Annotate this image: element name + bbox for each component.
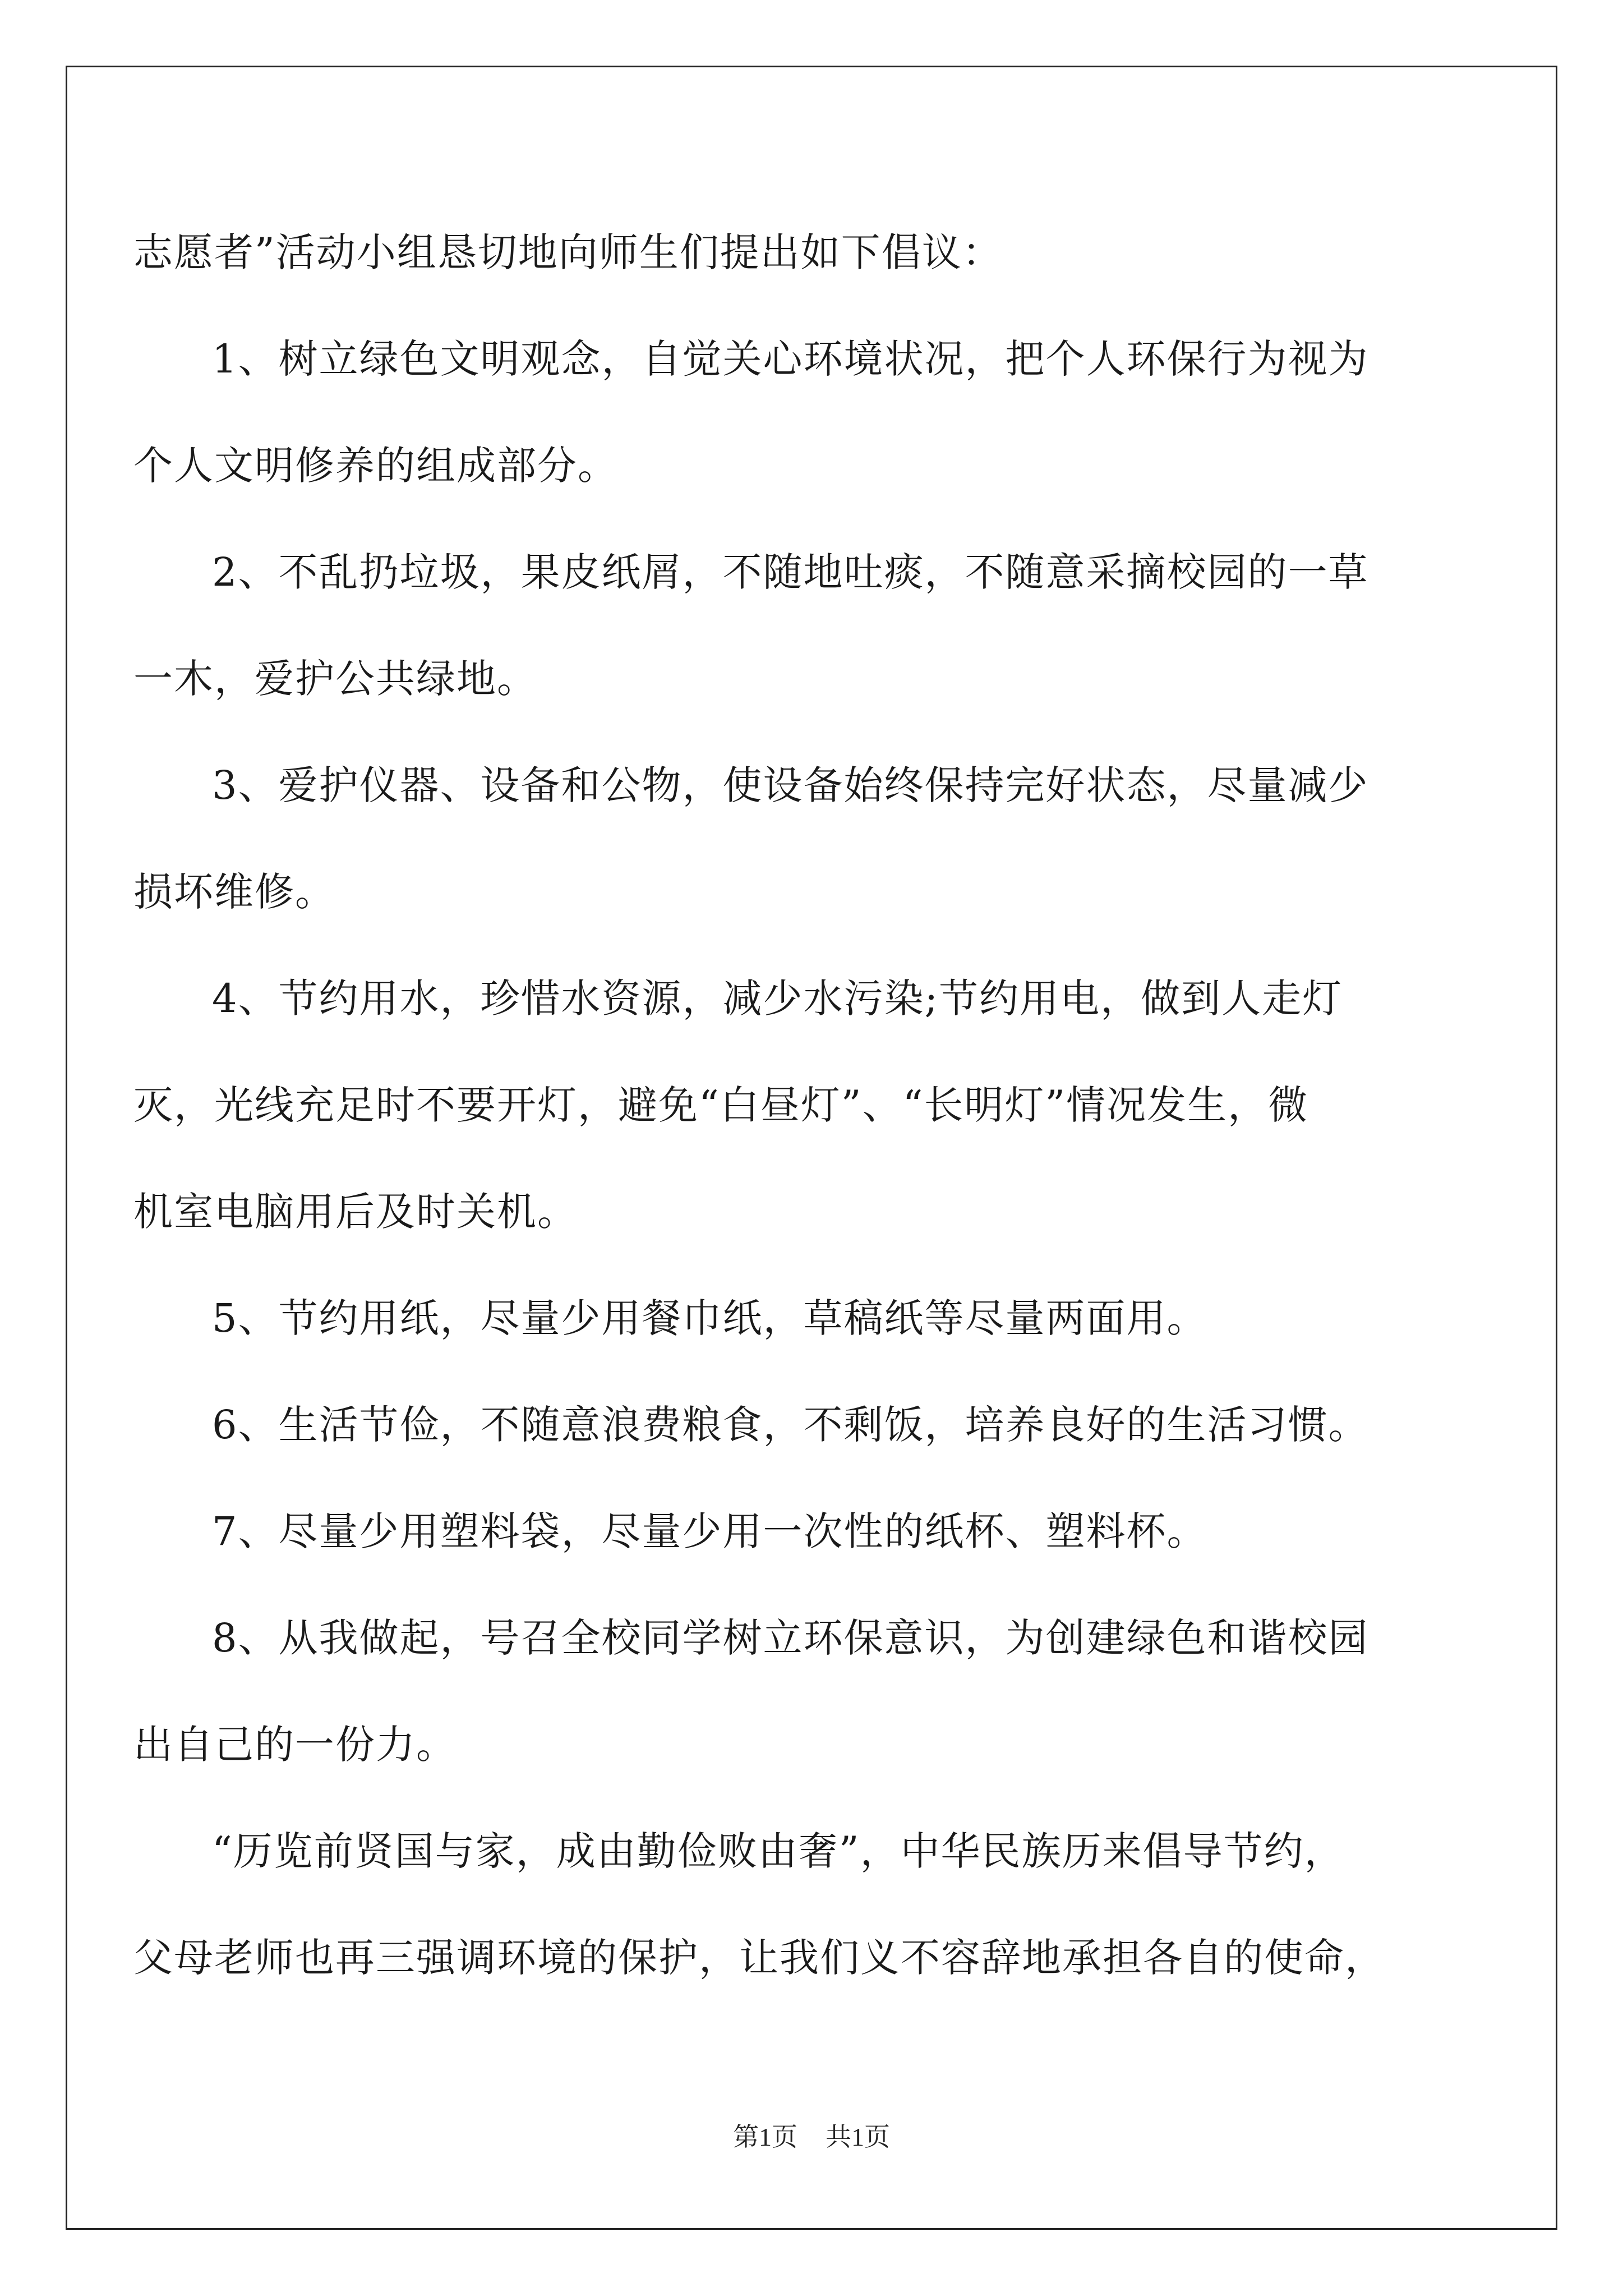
body-line: 灭，光线充足时不要开灯，避免“白昼灯”、“长明灯”情况发生，微 bbox=[133, 1082, 1309, 1128]
page-border bbox=[66, 66, 1557, 2230]
body-line: 6、生活节俭，不随意浪费粮食，不剩饭，培养良好的生活习惯。 bbox=[212, 1402, 1369, 1448]
body-line: 一木，爱护公共绿地。 bbox=[133, 656, 537, 702]
page-number: 第1页 bbox=[733, 2123, 797, 2151]
body-line: 志愿者”活动小组恳切地向师生们提出如下倡议： bbox=[133, 229, 1003, 275]
body-line: 5、节约用纸，尽量少用餐巾纸，草稿纸等尽量两面用。 bbox=[212, 1295, 1207, 1341]
body-line: 个人文明修养的组成部分。 bbox=[133, 443, 618, 489]
body-line: “历览前贤国与家，成由勤俭败由奢”，中华民族历来倡导节约， bbox=[212, 1828, 1345, 1874]
body-line: 出自己的一份力。 bbox=[133, 1722, 457, 1768]
body-line: 2、不乱扔垃圾，果皮纸屑，不随地吐痰，不随意采摘校园的一草 bbox=[212, 549, 1369, 595]
body-line: 8、从我做起，号召全校同学树立环保意识，为创建绿色和谐校园 bbox=[212, 1615, 1369, 1661]
body-line: 3、爱护仪器、设备和公物，使设备始终保持完好状态，尽量减少 bbox=[212, 762, 1369, 808]
body-line: 损坏维修。 bbox=[133, 869, 335, 915]
body-line: 4、节约用水，珍惜水资源，减少水污染;节约用电，做到人走灯 bbox=[212, 976, 1343, 1022]
page-footer bbox=[0, 2120, 1623, 2154]
page-total: 共1页 bbox=[826, 2123, 890, 2151]
body-line: 1、树立绿色文明观念，自觉关心环境状况，把个人环保行为视为 bbox=[212, 336, 1369, 382]
body-line: 7、尽量少用塑料袋，尽量少用一次性的纸杯、塑料杯。 bbox=[212, 1508, 1207, 1554]
body-line: 父母老师也再三强调环境的保护，让我们义不容辞地承担各自的使命， bbox=[133, 1935, 1385, 1981]
body-line: 机室电脑用后及时关机。 bbox=[133, 1189, 578, 1235]
